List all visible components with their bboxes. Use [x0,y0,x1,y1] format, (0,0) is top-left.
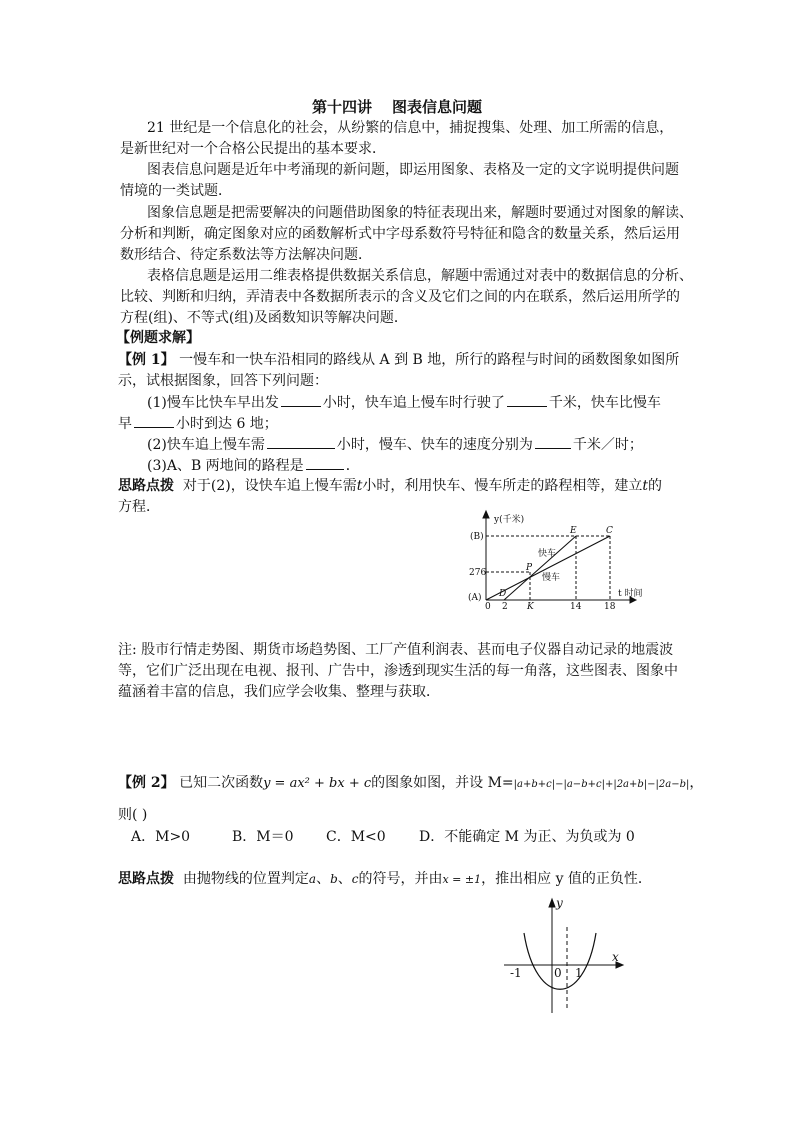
y-axis-arrow [549,899,555,907]
intro-p2-line1: 图表信息问题是近年中考涌现的新问题，即运用图象、表格及一定的文字说明提供问题 [147,162,679,178]
y-tick-276: 276 [469,568,487,578]
ex1-text-line1: 一慢车和一快车沿相同的路线从 A 到 B 地，所行的路程与时间的函数图象如图所 [179,352,680,368]
ex1-line1 [118,350,679,370]
ex2-line2: 则( ) [118,807,148,823]
ex1-q1-line2 [118,413,278,434]
intro-p1-line1: 21 世纪是一个信息化的社会，从纷繁的信息中，捕捉搜集、处理、加工所需的信息， [147,120,674,136]
point-k: K [527,602,534,612]
parabola-graph [500,893,630,1015]
ex1-q1d: 早 [118,416,132,432]
option-b[interactable]: B．M＝0 [232,829,294,845]
ex1-q1e: 小时到达 6 地； [176,416,278,432]
ex1-q1b: 小时，快车追上慢车时行驶了 [322,395,505,411]
title-lecture: 第十四讲 [311,98,372,116]
option-c[interactable]: C．M<0 [326,829,386,845]
ex1-hint-label: 思路点拨 [118,478,174,494]
intro-p2-line2: 情境的一类试题． [120,183,232,199]
ex1-q2c: 千米／时； [572,437,643,453]
x-tick-14: 14 [570,602,582,612]
ex2-sep1: 、 [316,871,331,887]
fast-car-label: 快车 [538,549,557,559]
ex1-q2a: (2)快车追上慢车需 [147,437,265,453]
label-b: (B) [470,532,484,542]
section-heading: 【例题求解】 [116,330,200,346]
y-axis-label: y(千米) [494,515,525,525]
ex2-label: 【例 2】 [118,775,175,791]
note-line3: 蕴涵着丰富的信息，我们应学会收集、整理与获取． [118,684,440,700]
ex2-x-equation: x = ±1 [442,873,482,886]
ex1-q2b: 小时，慢车、快车的速度分别为 [336,437,533,453]
ex1-hint-line2: 方程． [118,499,160,515]
tick-0: 0 [554,966,562,980]
ex1-label: 【例 1】 [118,352,175,368]
fast-car-line [504,536,576,600]
ex1-q3a: (3)A、B 两地间的路程是 [147,458,304,474]
ex2-var-c: c [351,872,359,886]
ex1-q1-line1 [147,392,661,413]
point-d: D [499,589,507,599]
intro-p3-line3: 数形结合、待定系数法等方法解决问题． [120,247,372,263]
answer-blank-1[interactable] [281,392,321,407]
ex2-text-c: ， [689,775,704,791]
ex2-hint-c: ，推出相应 y 值的正负性． [481,871,652,887]
ex1-hint-line1 [118,476,662,496]
title-topic: 图表信息问题 [392,98,483,116]
tick-neg1: -1 [510,966,522,980]
y-axis-arrow [483,511,489,518]
answer-blank-4[interactable] [267,434,335,449]
point-c: C [606,526,613,536]
ex2-hint [118,869,652,890]
distance-time-graph [468,508,643,612]
ex1-hint-c: 的 [648,478,663,494]
ex2-line1 [118,773,703,795]
ex2-sep2: 、 [337,871,352,887]
note-line1: 注: 股市行情走势图、期货市场趋势图、工厂产值利润表、甚而电子仪器自动记录的地震波 [118,642,674,658]
intro-p3-line1: 图象信息题是把需要解决的问题借助图象的特征表现出来，解题时要通过对图象的解读、 [147,205,693,221]
page-title [0,96,794,117]
ex1-hint-a: 对于(2)，设快车追上慢车需 [182,478,357,494]
slow-car-label: 慢车 [542,573,561,583]
ex1-hint-var-2: t [642,478,649,494]
option-a[interactable]: A．M>0 [131,829,191,845]
point-e: E [570,526,577,536]
ex1-text-line2: 示，试根据图象，回答下列问题： [118,373,328,389]
answer-blank-6[interactable] [306,455,344,470]
ex1-q1a: (1)慢车比快车早出发 [147,395,279,411]
ex2-m-expression: |a+b+c|−|a−b+c|+|2a+b|−|2a−b| [513,779,690,790]
ex1-q3 [147,455,360,476]
ex2-hint-a: 由抛物线的位置判定 [182,871,309,887]
intro-p1-line2: 是新世纪对一个合格公民提出的基本要求． [120,141,386,157]
ex2-text-a: 已知二次函数 [179,775,264,791]
point-p: P [526,563,533,573]
note-line2: 等，它们广泛出现在电视、报刊、广告中，渗透到现实生活的每一角落，这些图表、图象中 [118,663,678,679]
answer-blank-5[interactable] [535,434,571,449]
ex1-hint-var: t [356,478,363,494]
option-d[interactable]: D．不能确定 M 为正、为负或为 0 [419,829,635,845]
x-tick-18: 18 [604,602,616,612]
ex2-formula: y = ax² + bx + c [263,776,372,791]
intro-p4-line2: 比较、判断和归纳，弄清表中各数据所表示的含义及它们之间的内在联系，然后运用所学的 [120,289,680,305]
ex2-hint-label: 思路点拨 [118,871,174,887]
ex1-q2 [147,434,643,455]
x-axis-label: x [612,950,619,964]
y-axis-label: y [556,896,563,910]
t-axis-label: t 时间 [618,589,643,599]
ex2-var-b: b [330,872,338,886]
intro-p3-line2: 分析和判断，确定图象对应的函数解析式中字母系数符号特征和隐含的数量关系，然后运用 [120,226,680,242]
tick-1: 1 [575,966,583,980]
intro-p4-line3: 方程(组)、不等式(组)及函数知识等解决问题． [120,310,408,326]
ex1-q3b: ． [345,458,360,474]
ex2-hint-b: 的符号，并由 [358,871,443,887]
parabola-curve [524,933,596,989]
ex2-var-a: a [308,872,317,886]
answer-blank-2[interactable] [507,392,547,407]
intro-p4-line1: 表格信息题是运用二维表格提供数据关系信息，解题中需通过对表中的数据信息的分析、 [147,268,693,284]
ex2-text-b: 的图象如图，并设 M= [371,775,514,791]
label-a: (A) [468,593,482,603]
x-tick-2: 2 [502,602,508,612]
ex1-hint-b: 小时，利用快车、慢车所走的路程相等，建立 [362,478,643,494]
ex1-q1c: 千米，快车比慢车 [548,395,661,411]
answer-blank-3[interactable] [134,413,174,428]
x-tick-0: 0 [485,602,491,612]
